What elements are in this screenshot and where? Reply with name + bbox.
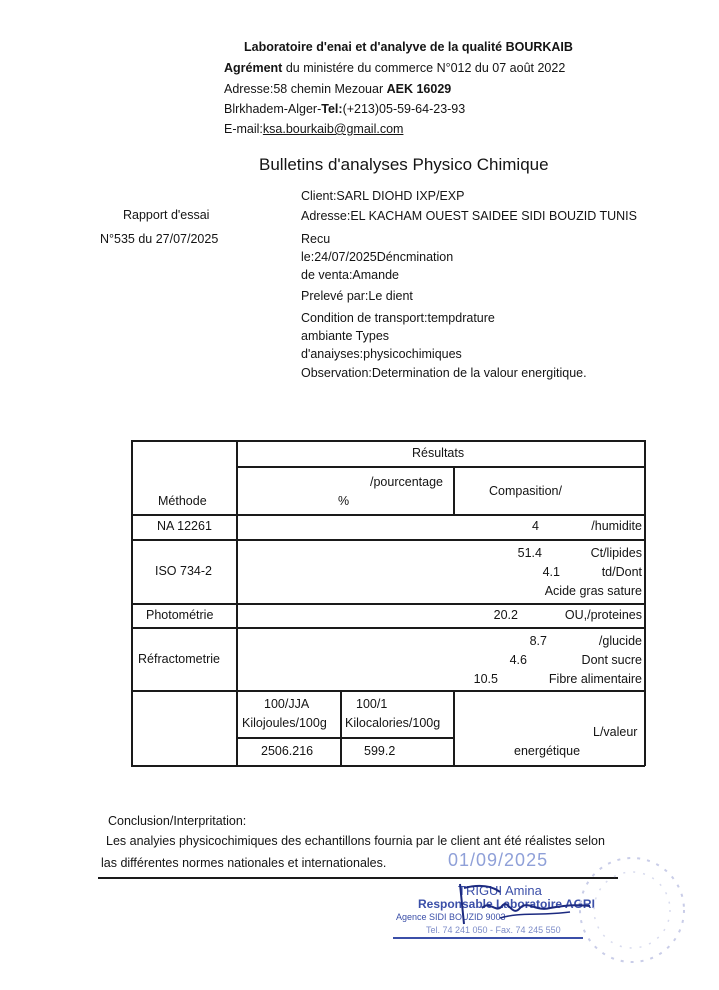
client-info-line: Condition de transport:tempdrature	[301, 311, 495, 325]
value-cell: 10.5	[473, 672, 498, 686]
component-label: Dont sucre	[581, 653, 642, 667]
page-title: Bulletins d'analyses Physico Chimique	[259, 155, 549, 174]
client-info-line: le:24/07/2025Déncmination	[301, 250, 454, 264]
col-resultats-header: Résultats	[412, 446, 465, 460]
method-cell: NA 12261	[157, 519, 212, 533]
value-cell: 4.1	[542, 565, 560, 579]
stamp-role: Responsable Laboratoire AGRI	[418, 897, 595, 911]
lab-name: Laboratoire d'enai et d'analyve de la qualité BOURKAIB	[244, 40, 573, 54]
component-label: /glucide	[598, 634, 642, 648]
method-cell: ISO 734-2	[155, 564, 212, 578]
round-stamp-icon	[572, 850, 692, 980]
component-label: Acide gras sature	[544, 584, 642, 598]
agrement-text: du ministére du commerce N°012 du 07 août 2022	[282, 61, 566, 75]
energy-label-line1: L/valeur	[593, 725, 638, 739]
kj-unit-line1: 100/JJA	[264, 697, 310, 711]
conclusion-line: las différentes normes nationales et internationales.	[101, 856, 387, 870]
stamp-date: 01/09/2025	[448, 850, 549, 870]
component-label: td/Dont	[601, 565, 642, 579]
email-line	[224, 122, 403, 136]
client-info-line: de venta:Amande	[301, 268, 399, 282]
method-cell: Réfractometrie	[138, 652, 220, 666]
component-label: OU,/proteines	[564, 608, 642, 622]
address-label: Adresse:	[224, 82, 274, 96]
col-pourcentage-header: /pourcentage	[370, 475, 443, 489]
energy-label-line2: energétique	[514, 744, 581, 758]
component-label: Fibre alimentaire	[548, 672, 642, 686]
client-info-line: Client:SARL DIOHD IXP/EXP	[301, 189, 465, 203]
value-cell: 4	[532, 519, 539, 533]
col-composition-header: Compasition/	[489, 484, 562, 498]
component-label: Ct/lipides	[590, 546, 642, 560]
col-methode-header: Méthode	[158, 494, 207, 508]
client-info-line: Recu	[301, 232, 331, 246]
client-info-line: Prelevé par:Le dient	[301, 289, 413, 303]
kj-value: 2506.216	[261, 744, 314, 758]
value-cell: 4.6	[509, 653, 527, 667]
tel-label: Tel:	[321, 102, 343, 116]
col-percent-sign: %	[338, 494, 350, 508]
email-link[interactable]: ksa.bourkaib@gmail.com	[262, 122, 404, 136]
report-label: Rapport d'essai	[123, 208, 210, 222]
value-cell: 8.7	[529, 634, 547, 648]
report-number: N°535 du 27/07/2025	[100, 232, 219, 246]
client-info-line: d'anaiyses:physicochimiques	[301, 347, 462, 361]
stamp-agency: Agence SIDI BOUZID 9003	[396, 912, 506, 922]
client-info-line: Adresse:EL KACHAM OUEST SAIDEE SIDI BOUZID TUNIS	[301, 209, 637, 223]
agrement-label: Agrément	[224, 61, 283, 75]
email-label: E-mail:	[224, 122, 263, 136]
stamp-name: TRIGUI Amina	[458, 883, 542, 898]
kcal-unit-line2: Kilocalories/100g	[345, 716, 441, 730]
client-info-line: Observation:Determination de la valour energitique.	[301, 366, 587, 380]
kj-unit-line2: Kilojoules/100g	[242, 716, 327, 730]
address-line	[224, 82, 451, 96]
city-text: Blrkhadem-Alger-	[224, 102, 322, 116]
stamp-phone: Tel. 74 241 050 - Fax. 74 245 550	[426, 925, 561, 935]
address-text: 58 chemin Mezouar	[273, 82, 387, 96]
kcal-value: 599.2	[364, 744, 396, 758]
tel-text: (+213)05-59-64-23-93	[342, 102, 466, 116]
conclusion-title: Conclusion/Interpritation:	[108, 814, 247, 828]
value-cell: 51.4	[517, 546, 542, 560]
agrement-line	[224, 61, 565, 75]
value-cell: 20.2	[493, 608, 518, 622]
kcal-unit-line1: 100/1	[356, 697, 388, 711]
component-label: /humidite	[591, 519, 642, 533]
address-code: AEK 16029	[386, 82, 452, 96]
client-info-line: ambiante Types	[301, 329, 390, 343]
phone-line	[224, 102, 465, 116]
conclusion-line: Les analyies physicochimiques des echantillons fournia par le client ant été réalistes selon	[106, 834, 605, 848]
method-cell: Photométrie	[146, 608, 214, 622]
